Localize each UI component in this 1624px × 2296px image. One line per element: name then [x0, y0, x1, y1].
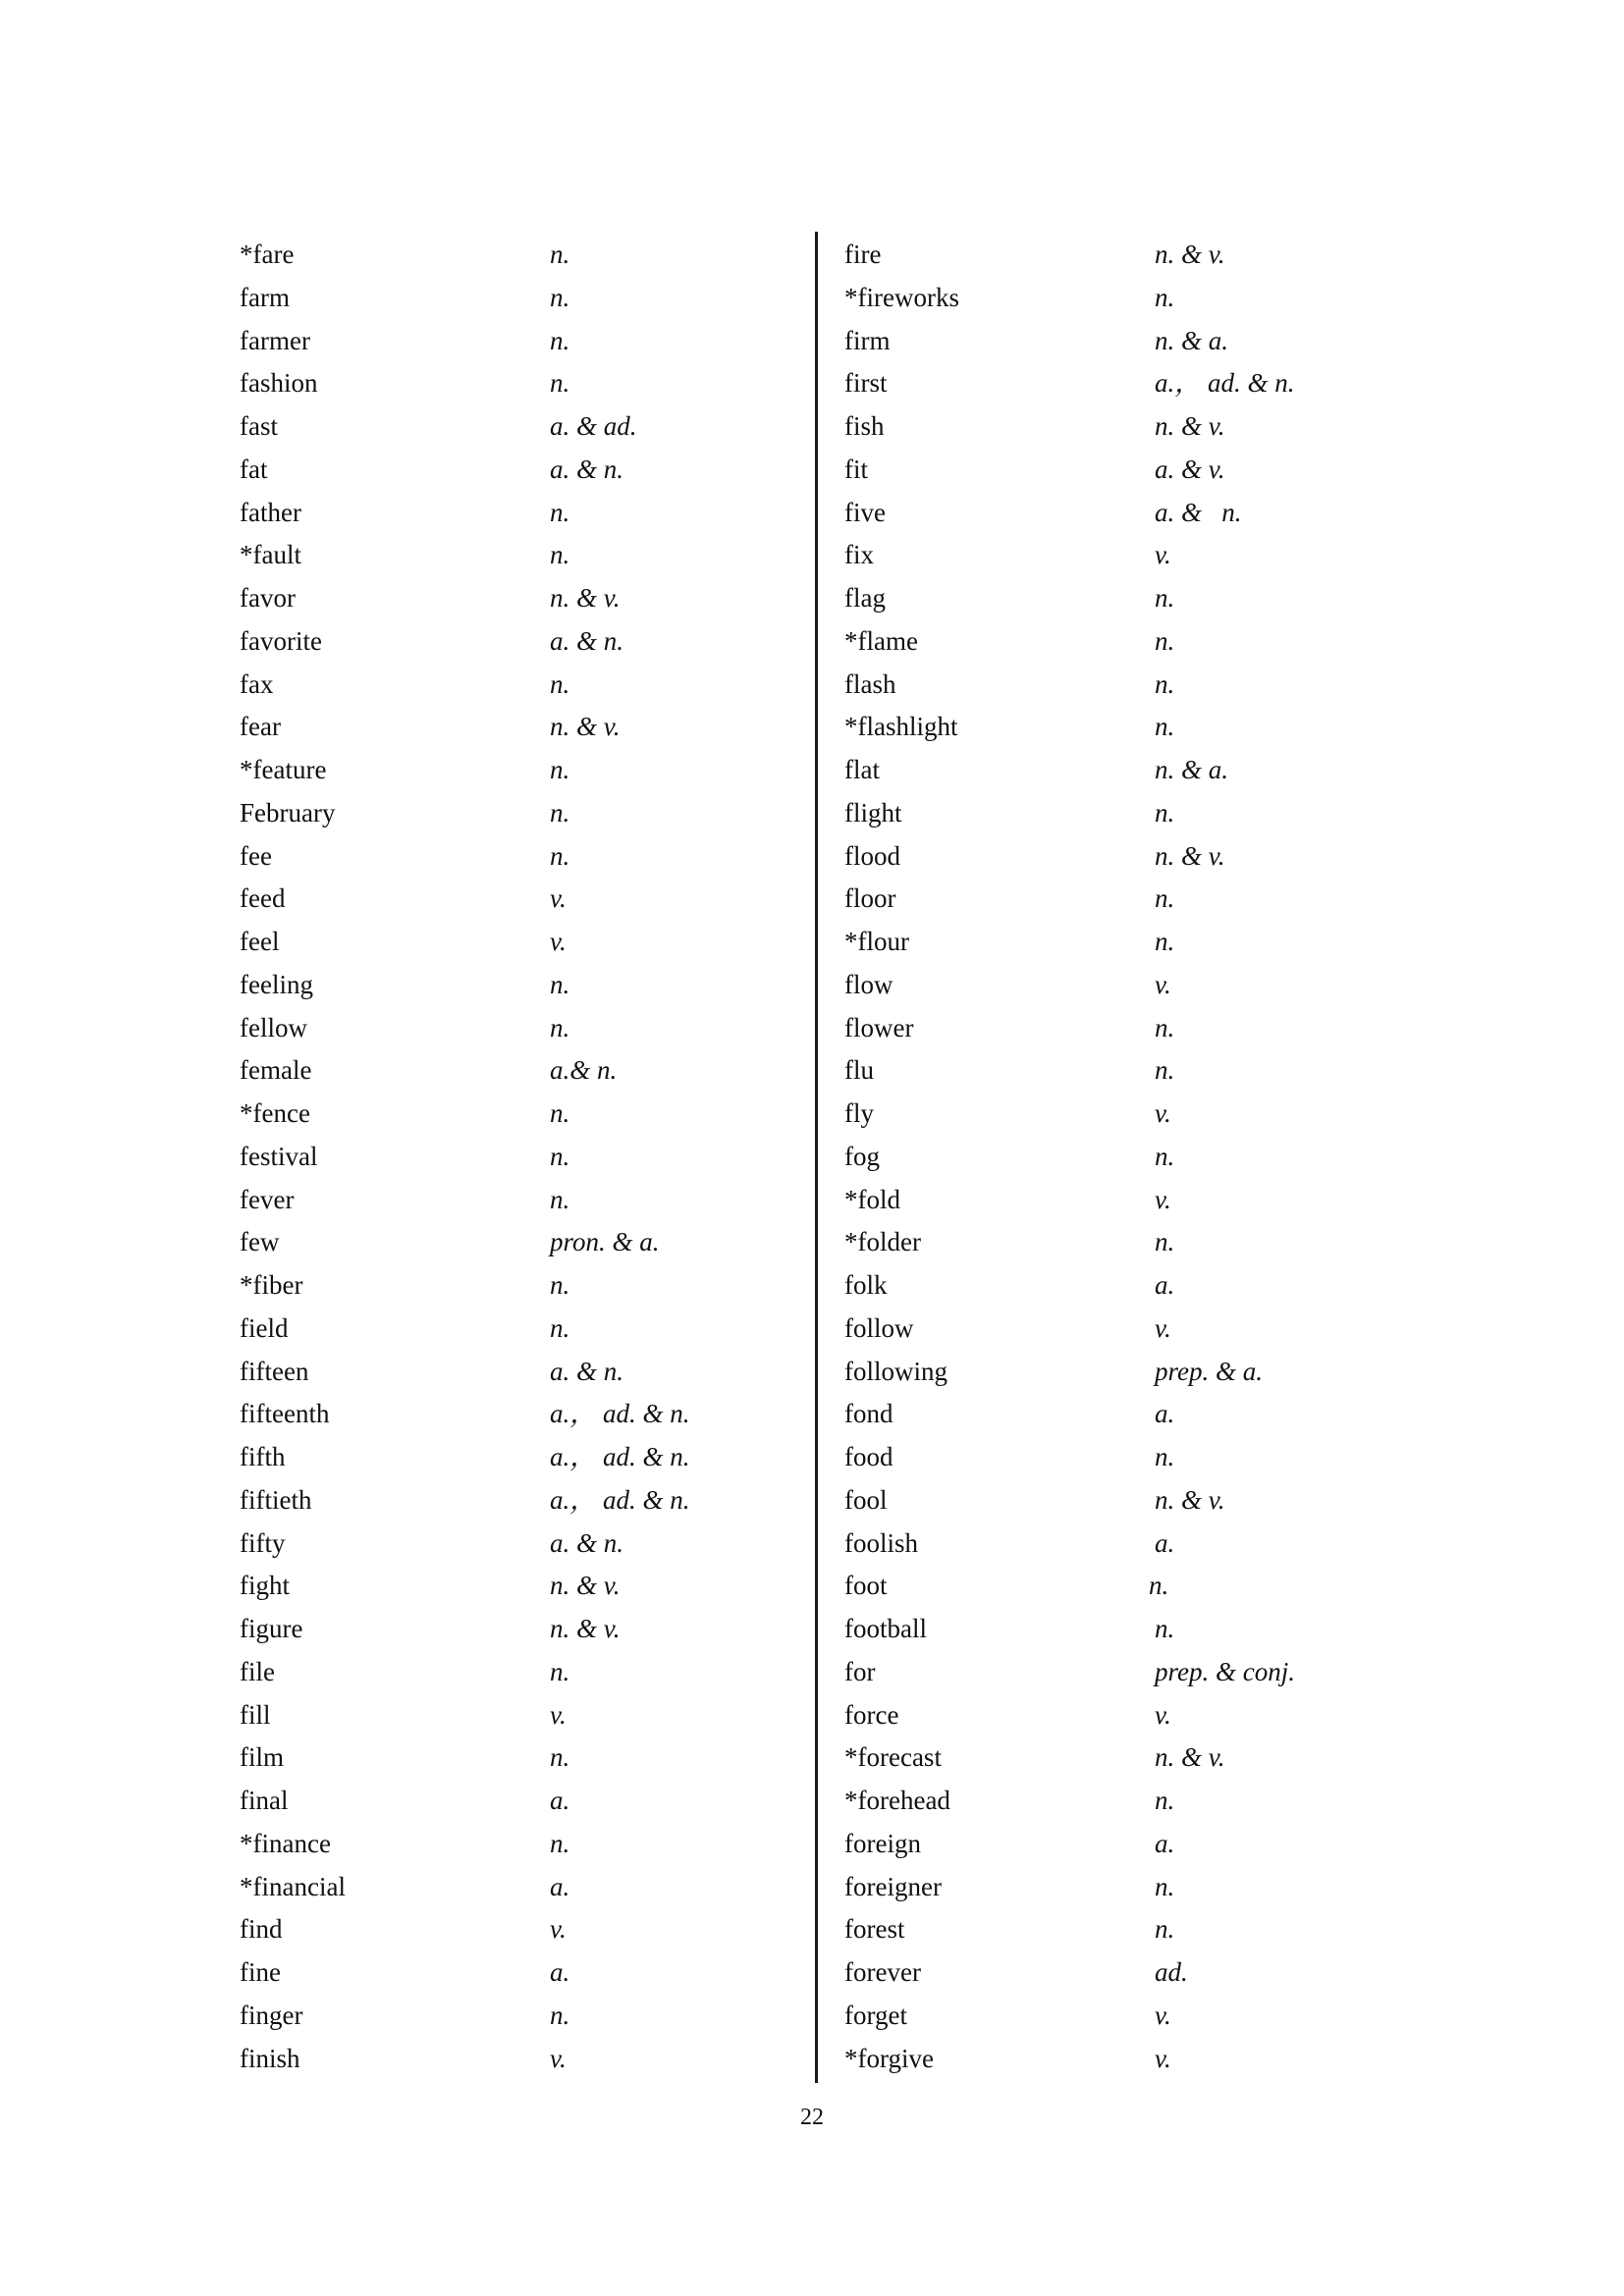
- part-of-speech: n.: [550, 840, 570, 871]
- list-item: [240, 320, 799, 363]
- entry-word: fight: [240, 1571, 290, 1601]
- list-item: [240, 749, 799, 792]
- entry-word: fear: [240, 712, 281, 742]
- list-item: [844, 1780, 1394, 1823]
- list-item: [844, 878, 1394, 921]
- list-item: [240, 1823, 799, 1866]
- part-of-speech: v.: [1155, 1098, 1171, 1128]
- part-of-speech: n.: [550, 1098, 570, 1128]
- list-item: [844, 277, 1394, 320]
- part-of-speech: n.: [550, 2000, 570, 2030]
- part-of-speech: n.: [1155, 1442, 1175, 1471]
- list-item: [844, 1093, 1394, 1136]
- list-item: [844, 1136, 1394, 1179]
- list-item: [240, 1007, 799, 1050]
- entry-word: *forecast: [844, 1742, 942, 1773]
- entry-word: fly: [844, 1098, 874, 1128]
- part-of-speech: a.， ad. & n.: [550, 1484, 690, 1515]
- list-item: [844, 749, 1394, 792]
- list-item: [240, 492, 799, 535]
- list-item: [844, 620, 1394, 664]
- part-of-speech: n. & a.: [1155, 755, 1229, 784]
- list-item: [240, 1951, 799, 1995]
- entry-word: female: [240, 1055, 312, 1086]
- part-of-speech: n. & v.: [1155, 411, 1225, 441]
- part-of-speech: n.: [550, 797, 570, 828]
- entry-word: *flame: [844, 625, 918, 656]
- list-item: [844, 1007, 1394, 1050]
- part-of-speech: n.: [1155, 1914, 1175, 1945]
- entry-word: file: [240, 1656, 275, 1686]
- list-item: [240, 234, 799, 277]
- list-item: [240, 362, 799, 405]
- list-item: [844, 1049, 1394, 1093]
- entry-word: *fireworks: [844, 282, 959, 312]
- part-of-speech: v.: [1155, 1312, 1171, 1343]
- list-item: [240, 921, 799, 964]
- list-item: [240, 1995, 799, 2038]
- entry-word: fat: [240, 454, 268, 484]
- entry-word: flu: [844, 1055, 874, 1086]
- list-item: [240, 1393, 799, 1436]
- list-item: [844, 1736, 1394, 1780]
- entry-word: foreigner: [844, 1871, 942, 1901]
- part-of-speech: n.: [550, 282, 570, 312]
- entry-word: *flour: [844, 927, 909, 956]
- entry-word: figure: [240, 1614, 303, 1643]
- entry-word: final: [240, 1786, 289, 1815]
- entry-word: favor: [240, 583, 296, 613]
- list-item: [844, 1694, 1394, 1737]
- entry-word: five: [844, 497, 886, 527]
- entry-word: *flashlight: [844, 712, 958, 742]
- part-of-speech: a.， ad. & n.: [550, 1399, 690, 1429]
- part-of-speech: v.: [1155, 2043, 1171, 2073]
- part-of-speech: n.: [1155, 625, 1175, 656]
- list-item: [240, 1264, 799, 1308]
- list-item: [844, 1995, 1394, 2038]
- part-of-speech: a.: [1155, 1828, 1175, 1858]
- part-of-speech: n.: [1155, 883, 1175, 914]
- list-item: [240, 534, 799, 577]
- entry-word: flight: [844, 797, 902, 828]
- entry-word: fashion: [240, 368, 318, 399]
- list-item: [844, 1608, 1394, 1651]
- part-of-speech: n.: [550, 1828, 570, 1858]
- list-item: [240, 1308, 799, 1351]
- list-item: [844, 1908, 1394, 1951]
- list-item: [844, 1651, 1394, 1694]
- list-item: [844, 1221, 1394, 1264]
- list-item: [240, 1866, 799, 1909]
- list-item: [844, 405, 1394, 449]
- part-of-speech: n.: [550, 969, 570, 999]
- list-item: [240, 1093, 799, 1136]
- part-of-speech: n. & v.: [1155, 240, 1225, 269]
- list-item: [240, 1908, 799, 1951]
- list-item: [240, 664, 799, 707]
- entry-word: food: [844, 1442, 893, 1471]
- list-item: [240, 964, 799, 1007]
- list-item: [240, 1479, 799, 1522]
- part-of-speech: a. & n.: [550, 625, 624, 656]
- part-of-speech: a. & v.: [1155, 454, 1225, 484]
- list-item: [844, 1565, 1394, 1608]
- entry-word: finger: [240, 2000, 303, 2030]
- entry-word: fifty: [240, 1527, 286, 1558]
- list-item: [240, 792, 799, 835]
- list-item: [240, 1049, 799, 1093]
- entry-word: feel: [240, 927, 280, 956]
- list-item: [240, 1136, 799, 1179]
- part-of-speech: prep. & a.: [1155, 1356, 1263, 1386]
- list-item: [240, 1522, 799, 1566]
- entry-word: flash: [844, 668, 896, 699]
- entry-word: floor: [844, 883, 896, 914]
- list-item: [240, 1736, 799, 1780]
- entry-word: fond: [844, 1399, 893, 1429]
- entry-word: festival: [240, 1141, 318, 1171]
- part-of-speech: a.， ad. & n.: [550, 1442, 690, 1471]
- part-of-speech: v.: [550, 1699, 567, 1730]
- part-of-speech: n.: [550, 540, 570, 570]
- part-of-speech: n.: [1155, 282, 1175, 312]
- part-of-speech: n. & a.: [1155, 325, 1229, 355]
- part-of-speech: v.: [1155, 969, 1171, 999]
- right-word-column: [844, 234, 1394, 2080]
- part-of-speech: n.: [550, 1184, 570, 1214]
- part-of-speech: v.: [550, 927, 567, 956]
- entry-word: flag: [844, 583, 886, 613]
- entry-word: fit: [844, 454, 868, 484]
- list-item: [240, 1780, 799, 1823]
- entry-word: football: [844, 1614, 927, 1643]
- part-of-speech: v.: [1155, 1699, 1171, 1730]
- entry-word: fifteenth: [240, 1399, 330, 1429]
- list-item: [844, 664, 1394, 707]
- entry-word: farmer: [240, 325, 310, 355]
- list-item: [240, 1179, 799, 1222]
- list-item: [240, 2038, 799, 2081]
- list-item: [844, 1393, 1394, 1436]
- entry-word: for: [844, 1656, 876, 1686]
- part-of-speech: v.: [550, 2043, 567, 2073]
- entry-word: feeling: [240, 969, 313, 999]
- entry-word: foreign: [844, 1828, 921, 1858]
- entry-word: flood: [844, 840, 900, 871]
- list-item: [844, 320, 1394, 363]
- part-of-speech: a. & n.: [550, 1527, 624, 1558]
- part-of-speech: n.: [550, 325, 570, 355]
- entry-word: fire: [844, 240, 882, 269]
- part-of-speech: n.: [550, 240, 570, 269]
- entry-word: forget: [844, 2000, 907, 2030]
- list-item: [844, 1264, 1394, 1308]
- part-of-speech: n.: [1155, 927, 1175, 956]
- entry-word: forest: [844, 1914, 905, 1945]
- part-of-speech: v.: [1155, 2000, 1171, 2030]
- list-item: [844, 706, 1394, 749]
- list-item: [240, 620, 799, 664]
- entry-word: *fence: [240, 1098, 310, 1128]
- part-of-speech: n.: [550, 497, 570, 527]
- entry-word: forever: [844, 1957, 921, 1987]
- part-of-speech: n.: [1155, 1614, 1175, 1643]
- entry-word: find: [240, 1914, 283, 1945]
- part-of-speech: a. & n.: [550, 454, 624, 484]
- part-of-speech: a. & n.: [550, 1356, 624, 1386]
- part-of-speech: n.: [550, 1270, 570, 1300]
- part-of-speech: n. & v.: [550, 583, 621, 613]
- list-item: [844, 1522, 1394, 1566]
- entry-word: force: [844, 1699, 899, 1730]
- entry-word: February: [240, 797, 336, 828]
- part-of-speech: pron. & a.: [550, 1227, 660, 1257]
- part-of-speech: a.: [1155, 1399, 1175, 1429]
- entry-word: fish: [844, 411, 885, 441]
- part-of-speech: a.: [1155, 1527, 1175, 1558]
- entry-word: film: [240, 1742, 284, 1773]
- list-item: [240, 1221, 799, 1264]
- list-item: [844, 362, 1394, 405]
- entry-word: follow: [844, 1312, 914, 1343]
- list-item: [240, 1608, 799, 1651]
- list-item: [844, 577, 1394, 620]
- part-of-speech: n.: [550, 1742, 570, 1773]
- list-item: [240, 1351, 799, 1394]
- part-of-speech: a.: [1155, 1270, 1175, 1300]
- entry-word: flat: [844, 755, 880, 784]
- part-of-speech: v.: [550, 1914, 567, 1945]
- list-item: [240, 449, 799, 492]
- entry-word: fast: [240, 411, 278, 441]
- part-of-speech: n. & v.: [550, 1571, 621, 1601]
- list-item: [240, 1436, 799, 1479]
- list-item: [844, 534, 1394, 577]
- entry-word: firm: [844, 325, 891, 355]
- entry-word: feed: [240, 883, 286, 914]
- part-of-speech: a. & n.: [1155, 497, 1242, 527]
- entry-word: finish: [240, 2043, 300, 2073]
- left-word-column: [240, 234, 799, 2080]
- part-of-speech: n.: [1155, 1227, 1175, 1257]
- entry-word: *financial: [240, 1871, 346, 1901]
- list-item: [844, 492, 1394, 535]
- part-of-speech: v.: [1155, 1184, 1171, 1214]
- page-number: 22: [800, 2105, 824, 2130]
- list-item: [844, 1479, 1394, 1522]
- part-of-speech: n.: [550, 755, 570, 784]
- part-of-speech: n.: [1155, 1786, 1175, 1815]
- part-of-speech: n.: [1155, 668, 1175, 699]
- entry-word: *fold: [844, 1184, 900, 1214]
- column-divider: [815, 232, 818, 2083]
- list-item: [844, 2038, 1394, 2081]
- list-item: [844, 921, 1394, 964]
- list-item: [844, 964, 1394, 1007]
- list-item: [844, 234, 1394, 277]
- part-of-speech: n.: [550, 1312, 570, 1343]
- part-of-speech: n.: [1155, 712, 1175, 742]
- entry-word: *fault: [240, 540, 301, 570]
- entry-word: fill: [240, 1699, 271, 1730]
- entry-word: fine: [240, 1957, 281, 1987]
- entry-word: *fiber: [240, 1270, 303, 1300]
- list-item: [240, 405, 799, 449]
- list-item: [844, 792, 1394, 835]
- entry-word: fifth: [240, 1442, 286, 1471]
- list-item: [240, 1694, 799, 1737]
- list-item: [844, 1351, 1394, 1394]
- list-item: [240, 1565, 799, 1608]
- part-of-speech: prep. & conj.: [1155, 1656, 1295, 1686]
- entry-word: fool: [844, 1484, 888, 1515]
- list-item: [240, 706, 799, 749]
- entry-word: foolish: [844, 1527, 919, 1558]
- part-of-speech: n. & v.: [1155, 1484, 1225, 1515]
- part-of-speech: n.: [1155, 583, 1175, 613]
- part-of-speech: n.: [1155, 797, 1175, 828]
- part-of-speech: a.， ad. & n.: [1155, 368, 1295, 399]
- list-item: [240, 1651, 799, 1694]
- entry-word: *forgive: [844, 2043, 934, 2073]
- part-of-speech: a.: [550, 1957, 570, 1987]
- part-of-speech: v.: [550, 883, 567, 914]
- entry-word: following: [844, 1356, 947, 1386]
- entry-word: fever: [240, 1184, 295, 1214]
- part-of-speech: n.: [1155, 1012, 1175, 1042]
- entry-word: *finance: [240, 1828, 331, 1858]
- part-of-speech: a.: [550, 1871, 570, 1901]
- part-of-speech: n.: [1155, 1141, 1175, 1171]
- part-of-speech: a.: [550, 1786, 570, 1815]
- entry-word: *fare: [240, 240, 295, 269]
- entry-word: folk: [844, 1270, 888, 1300]
- entry-word: *forehead: [844, 1786, 950, 1815]
- entry-word: father: [240, 497, 301, 527]
- list-item: [240, 577, 799, 620]
- part-of-speech: n.: [550, 1141, 570, 1171]
- part-of-speech: n.: [550, 1012, 570, 1042]
- part-of-speech: n. & v.: [550, 1614, 621, 1643]
- entry-word: farm: [240, 282, 290, 312]
- part-of-speech: ad.: [1155, 1957, 1188, 1987]
- part-of-speech: a.& n.: [550, 1055, 618, 1086]
- list-item: [844, 1866, 1394, 1909]
- entry-word: few: [240, 1227, 280, 1257]
- list-item: [844, 1951, 1394, 1995]
- list-item: [844, 1823, 1394, 1866]
- list-item: [240, 878, 799, 921]
- entry-word: field: [240, 1312, 289, 1343]
- part-of-speech: n. & v.: [1155, 1742, 1225, 1773]
- entry-word: first: [844, 368, 888, 399]
- entry-word: flower: [844, 1012, 914, 1042]
- part-of-speech: n. & v.: [1155, 840, 1225, 871]
- list-item: [844, 835, 1394, 879]
- entry-word: fax: [240, 668, 274, 699]
- part-of-speech: a. & ad.: [550, 411, 637, 441]
- part-of-speech: n.: [550, 368, 570, 399]
- list-item: [240, 835, 799, 879]
- entry-word: fifteen: [240, 1356, 309, 1386]
- entry-word: fog: [844, 1141, 880, 1171]
- part-of-speech: n.: [1155, 1871, 1175, 1901]
- part-of-speech: n. & v.: [550, 712, 621, 742]
- entry-word: *folder: [844, 1227, 921, 1257]
- list-item: [844, 1436, 1394, 1479]
- list-item: [844, 449, 1394, 492]
- entry-word: *feature: [240, 755, 327, 784]
- list-item: [844, 1308, 1394, 1351]
- part-of-speech: n.: [550, 1656, 570, 1686]
- entry-word: flow: [844, 969, 893, 999]
- part-of-speech: n.: [1149, 1571, 1169, 1601]
- list-item: [240, 277, 799, 320]
- entry-word: favorite: [240, 625, 322, 656]
- part-of-speech: n.: [1155, 1055, 1175, 1086]
- entry-word: foot: [844, 1571, 888, 1601]
- entry-word: fee: [240, 840, 272, 871]
- entry-word: fiftieth: [240, 1484, 312, 1515]
- part-of-speech: v.: [1155, 540, 1171, 570]
- entry-word: fix: [844, 540, 874, 570]
- list-item: [844, 1179, 1394, 1222]
- part-of-speech: n.: [550, 668, 570, 699]
- entry-word: fellow: [240, 1012, 307, 1042]
